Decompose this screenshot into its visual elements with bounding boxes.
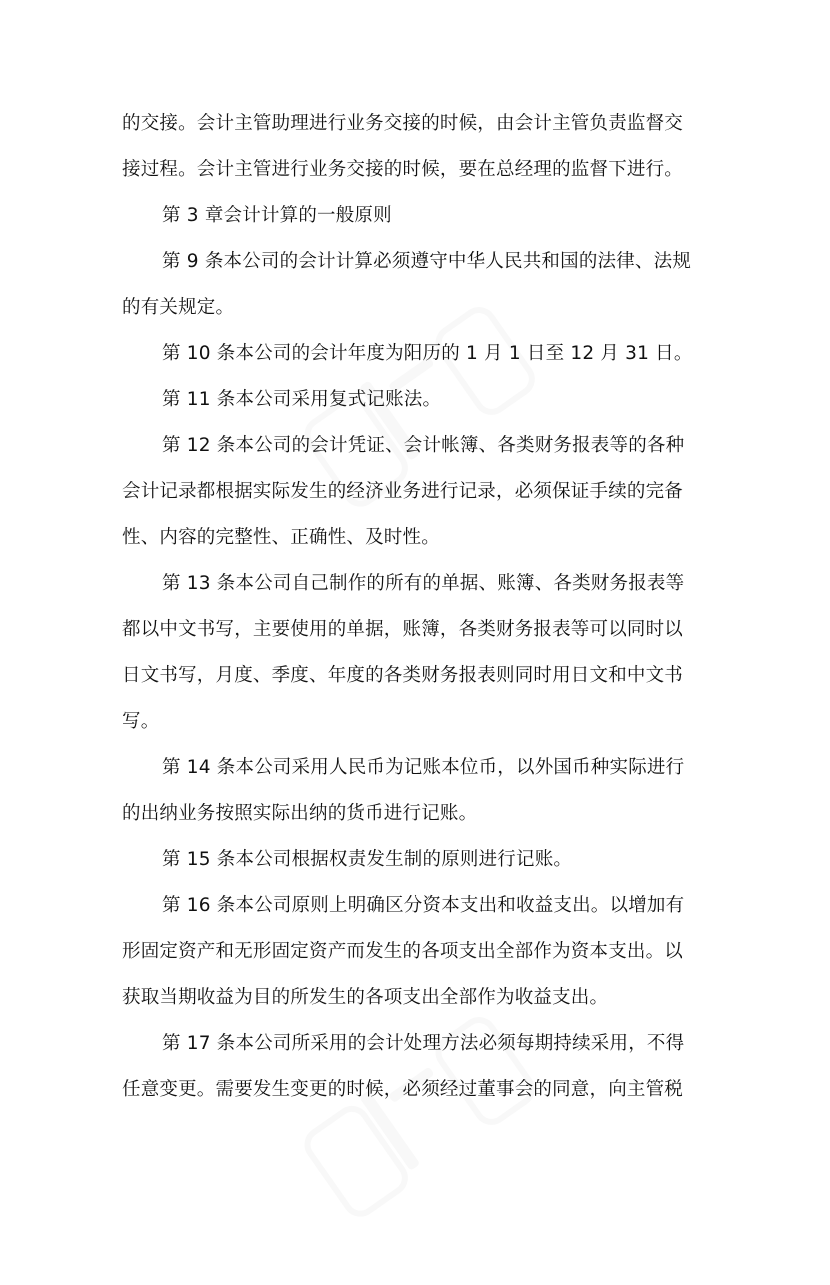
article-line: 第 15 条本公司根据权责发生制的原则进行记账。 (162, 849, 573, 870)
article-line: 第 13 条本公司自己制作的所有的单据、账簿、各类财务报表等 (162, 573, 685, 594)
article-line: 第 14 条本公司采用人民币为记账本位币，以外国币种实际进行 (162, 757, 685, 778)
chapter-heading: 第 3 章会计计算的一般原则 (162, 205, 392, 226)
text-line: 形固定资产和无形固定资产而发生的各项支出全部作为资本支出。以 (122, 941, 684, 962)
watermark-shape (297, 1099, 414, 1224)
text-line: 接过程。会计主管进行业务交接的时候，要在总经理的监督下进行。 (122, 159, 684, 180)
text-line: 写。 (122, 711, 160, 732)
article-line: 第 16 条本公司原则上明确区分资本支出和收益支出。以增加有 (162, 895, 685, 916)
text-line: 的有关规定。 (122, 297, 235, 318)
text-line: 获取当期收益为目的所发生的各项支出全部作为收益支出。 (122, 987, 609, 1008)
text-line: 会计记录都根据实际发生的经济业务进行记录，必须保证手续的完备 (122, 481, 684, 502)
text-line: 性、内容的完整性、正确性、及时性。 (122, 527, 440, 548)
article-line: 第 10 条本公司的会计年度为阳历的 1 月 1 日至 12 月 31 日。 (162, 343, 693, 364)
text-line: 的交接。会计主管助理进行业务交接的时候，由会计主管负责监督交 (122, 113, 684, 134)
text-line: 日文书写，月度、季度、年度的各类财务报表则同时用日文和中文书 (122, 665, 684, 686)
article-line: 第 9 条本公司的会计计算必须遵守中华人民共和国的法律、法规 (162, 251, 692, 272)
article-line: 第 17 条本公司所采用的会计处理方法必须每期持续采用，不得 (162, 1033, 685, 1054)
article-line: 第 11 条本公司采用复式记账法。 (162, 389, 442, 410)
article-line: 第 12 条本公司的会计凭证、会计帐簿、各类财务报表等的各种 (162, 435, 685, 456)
text-line: 的出纳业务按照实际出纳的货币进行记账。 (122, 803, 478, 824)
text-line: 都以中文书写，主要使用的单据，账簿，各类财务报表等可以同时以 (122, 619, 684, 640)
text-line: 任意变更。需要发生变更的时候，必须经过董事会的同意，向主管税 (122, 1079, 684, 1100)
